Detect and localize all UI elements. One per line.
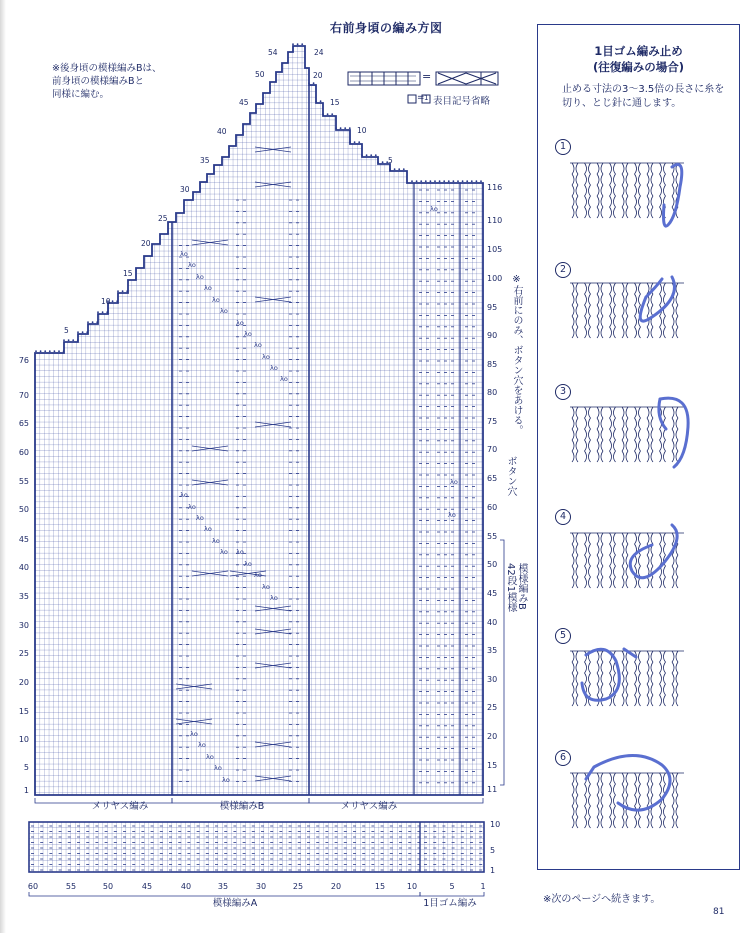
bind-off-dot <box>77 339 79 341</box>
row-number-right: 35 <box>487 646 498 655</box>
stitch-number: 1 <box>480 882 486 891</box>
stitch-number: 30 <box>255 882 267 891</box>
row-number-right: 110 <box>487 216 503 225</box>
bind-off-dot <box>476 180 478 182</box>
decrease-yo-mark: λo <box>236 548 244 556</box>
row-number-right: 65 <box>487 474 498 483</box>
bind-off-dot <box>68 339 70 341</box>
label-stockinette-left: メリヤス編み <box>91 801 149 812</box>
decrease-yo-mark: λo <box>270 364 278 372</box>
decrease-yo-mark: λo <box>280 375 288 383</box>
decrease-yo-mark: λo <box>430 205 438 213</box>
stitch-number: 20 <box>330 882 342 891</box>
bind-off-dot <box>354 141 356 143</box>
bind-off-dot <box>292 43 294 45</box>
stitch-number: 5 <box>449 882 455 891</box>
decrease-yo-mark: λo <box>222 776 230 784</box>
stitch-number: 35 <box>217 882 229 891</box>
page-title: 右前身頃の編み方図 <box>330 21 443 35</box>
decrease-yo-mark: λo <box>214 764 222 772</box>
rib-row-number: 10 <box>490 820 501 829</box>
neck-number: 15 <box>123 269 133 278</box>
neck-number: 5 <box>64 326 69 335</box>
stitch-number: 10 <box>406 882 418 891</box>
yarn-strand <box>640 277 674 321</box>
decrease-yo-mark: λo <box>236 319 244 327</box>
pattern-b-rows-label: 模様編みB 42段1模様 <box>505 563 527 613</box>
neck-number: 35 <box>200 156 210 165</box>
bind-off-dot <box>443 180 445 182</box>
row-number-right: 70 <box>487 445 498 454</box>
bind-off-dot <box>430 180 432 182</box>
neck-number: 15 <box>330 98 340 107</box>
decrease-yo-mark: λo <box>262 353 270 361</box>
row-number-right: 100 <box>487 274 503 283</box>
decrease-yo-mark: λo <box>180 250 188 258</box>
decrease-yo-mark: λo <box>188 503 196 511</box>
row-number-left: 60 <box>18 448 29 457</box>
neck-number: 24 <box>314 48 324 57</box>
bind-off-dot <box>398 168 400 170</box>
decrease-yo-mark: λo <box>448 511 456 519</box>
step-number-4: 4 <box>555 509 571 525</box>
step-6-illustration <box>570 755 684 828</box>
yarn-strand <box>582 649 636 700</box>
row-number-left: 35 <box>18 592 29 601</box>
bind-off-dot <box>382 161 384 163</box>
row-number-right: 25 <box>487 703 498 712</box>
bind-off-dot <box>117 290 119 292</box>
row-number-left: 45 <box>18 535 29 544</box>
row-number-left: 10 <box>18 735 29 744</box>
bind-off-dot <box>82 331 84 333</box>
bind-off-dot <box>77 331 79 333</box>
step-number-6: 6 <box>555 750 571 766</box>
bind-off-dot <box>63 350 65 352</box>
decrease-yo-mark: λo <box>270 594 278 602</box>
bind-off-dot <box>320 100 322 102</box>
row-number-right: 55 <box>487 532 498 541</box>
bind-off-dot <box>63 339 65 341</box>
row-number-right: 75 <box>487 417 498 426</box>
stitch-number: 40 <box>180 882 192 891</box>
footer-note: ※次のページへ続きます。 <box>543 894 661 905</box>
bind-off-dot <box>126 290 128 292</box>
bind-off-dot <box>411 180 413 182</box>
stitch-number: 55 <box>65 882 77 891</box>
bind-off-dot <box>102 311 104 313</box>
bind-off-dot <box>49 350 51 352</box>
row-number-right: 60 <box>487 503 498 512</box>
bind-off-dot <box>425 180 427 182</box>
bind-off-dot <box>457 180 459 182</box>
bind-off-dot <box>366 154 368 156</box>
bind-off-dot <box>466 180 468 182</box>
label-pattern-a: 模様編みA <box>212 898 258 909</box>
row-number-right: 20 <box>487 732 498 741</box>
panel-description: 止める寸法の3〜3.5倍の長さに糸を切り、とじ針に通します。 <box>562 84 725 109</box>
legend-omit-text: 表目記号省略 <box>433 96 491 107</box>
stitch-number: 25 <box>292 882 304 891</box>
step-number-5: 5 <box>555 628 571 644</box>
buttonhole-note: ※右前にのみ、ボタン穴をあける。 <box>511 274 522 435</box>
bind-off-dot <box>349 141 351 143</box>
row-number-left: 65 <box>18 419 29 428</box>
rib-row-number: 5 <box>490 846 496 855</box>
row-number-left: 20 <box>18 678 29 687</box>
bind-off-dot <box>416 180 418 182</box>
bind-off-dot <box>58 350 60 352</box>
step-5-illustration <box>570 649 684 706</box>
row-number-right: 80 <box>487 388 498 397</box>
row-number-right: 116 <box>487 183 503 192</box>
bind-off-dot <box>97 311 99 313</box>
decrease-yo-mark: λo <box>244 560 252 568</box>
neck-number: 10 <box>357 126 367 135</box>
bind-off-dot <box>349 127 351 129</box>
bind-off-dot <box>315 100 317 102</box>
bind-off-dot <box>297 43 299 45</box>
row-number-left: 30 <box>18 621 29 630</box>
bind-off-dot <box>344 127 346 129</box>
bind-off-dot <box>327 113 329 115</box>
row-number-left: 70 <box>18 391 29 400</box>
bind-off-dot <box>471 180 473 182</box>
bind-off-dot <box>439 180 441 182</box>
bind-off-dot <box>340 127 342 129</box>
bind-off-dot <box>480 180 482 182</box>
bind-off-dot <box>377 161 379 163</box>
bind-off-dot <box>301 43 303 45</box>
bind-off-dot <box>54 350 56 352</box>
bind-off-dot <box>375 154 377 156</box>
step-2-illustration <box>570 277 684 338</box>
row-number-right: 50 <box>487 560 498 569</box>
legend-equals-1: = <box>422 70 432 83</box>
legend-boxed-symbol: 1 <box>424 94 429 102</box>
row-number-right: 15 <box>487 761 498 770</box>
step-number-3: 3 <box>555 384 571 400</box>
neck-number: 10 <box>101 297 111 306</box>
row-number-right: 90 <box>487 331 498 340</box>
step-4-illustration <box>570 525 684 588</box>
neck-number: 45 <box>239 98 249 107</box>
row-number-right: 40 <box>487 618 498 627</box>
bind-off-dot <box>322 113 324 115</box>
bind-off-dot <box>92 321 94 323</box>
row-number-left: 50 <box>18 505 29 514</box>
decrease-yo-mark: λo <box>196 514 204 522</box>
bind-off-dot <box>403 168 405 170</box>
decrease-yo-mark: λo <box>212 296 220 304</box>
neck-number: 40 <box>217 127 227 136</box>
decrease-yo-mark: λo <box>220 307 228 315</box>
row-number-right: 11 <box>487 785 498 794</box>
row-number-right: 85 <box>487 360 498 369</box>
bind-off-dot <box>389 168 391 170</box>
bind-off-dot <box>112 300 114 302</box>
bind-off-dot <box>448 180 450 182</box>
row-number-left: 76 <box>18 356 29 365</box>
stitch-number: 50 <box>102 882 114 891</box>
neck-number: 25 <box>158 214 168 223</box>
bind-off-dot <box>122 290 124 292</box>
bind-off-dot <box>453 180 455 182</box>
bind-off-dot <box>35 350 37 352</box>
row-number-left: 15 <box>18 707 29 716</box>
decrease-yo-mark: λo <box>254 571 262 579</box>
neck-number: 20 <box>313 71 323 80</box>
bind-off-dot <box>106 311 108 313</box>
bind-off-dot <box>331 113 333 115</box>
bind-off-dot <box>335 127 337 129</box>
row-number-right: 105 <box>487 245 503 254</box>
step-1-illustration <box>570 163 684 226</box>
neck-number: 30 <box>180 185 190 194</box>
row-number-left: 40 <box>18 563 29 572</box>
back-body-note: ※後身頃の模様編みBは、 前身頃の模様編みBと 同様に編む。 <box>52 63 162 100</box>
decrease-yo-mark: λo <box>220 548 228 556</box>
decrease-yo-mark: λo <box>262 583 270 591</box>
bind-off-panel <box>537 24 740 870</box>
neck-number: 50 <box>255 70 265 79</box>
decrease-yo-mark: λo <box>196 273 204 281</box>
legend-equals-2: = <box>417 93 425 103</box>
decrease-yo-mark: λo <box>212 537 220 545</box>
decrease-yo-mark: λo <box>198 741 206 749</box>
decrease-yo-mark: λo <box>180 491 188 499</box>
bind-off-dot <box>370 154 372 156</box>
bind-off-dot <box>96 321 98 323</box>
bind-off-dot <box>87 321 89 323</box>
step-number-2: 2 <box>555 262 571 278</box>
page-number: 81 <box>713 907 725 917</box>
row-number-right: 95 <box>487 303 498 312</box>
decrease-yo-mark: λo <box>450 478 458 486</box>
buttonhole-label: ボタン穴 <box>505 456 516 496</box>
decrease-yo-mark: λo <box>204 525 212 533</box>
row-number-right: 30 <box>487 675 498 684</box>
decrease-yo-mark: λo <box>188 261 196 269</box>
bind-off-dot <box>462 180 464 182</box>
bind-off-dot <box>420 180 422 182</box>
bind-off-dot <box>313 82 315 84</box>
step-illustrations <box>538 25 738 865</box>
bind-off-dot <box>116 300 118 302</box>
label-stockinette-right: メリヤス編み <box>340 801 398 812</box>
bind-off-dot <box>361 154 363 156</box>
row-number-left: 55 <box>18 477 29 486</box>
bind-off-dot <box>44 350 46 352</box>
bind-off-dot <box>358 141 360 143</box>
step-3-illustration <box>570 398 688 467</box>
panel-title: 1目ゴム編み止め (往復編みの場合) <box>592 44 684 74</box>
bind-off-dot <box>86 331 88 333</box>
stitch-number: 45 <box>141 882 153 891</box>
stitch-number: 15 <box>374 882 386 891</box>
neck-number: 20 <box>141 239 151 248</box>
bind-off-dot <box>434 180 436 182</box>
label-rib: 1目ゴム編み <box>423 898 477 909</box>
decrease-yo-mark: λo <box>244 330 252 338</box>
bind-off-dot <box>40 350 42 352</box>
bind-off-dot <box>72 339 74 341</box>
decrease-yo-mark: λo <box>190 730 198 738</box>
bind-off-dot <box>394 168 396 170</box>
decrease-yo-mark: λo <box>206 753 214 761</box>
decrease-yo-mark: λo <box>204 284 212 292</box>
row-number-right: 45 <box>487 589 498 598</box>
row-number-left: 1 <box>23 786 29 795</box>
stitch-number: 60 <box>27 882 39 891</box>
rib-row-number: 1 <box>490 866 496 875</box>
row-number-left: 25 <box>18 649 29 658</box>
neck-number: 54 <box>268 48 278 57</box>
bind-off-dot <box>308 82 310 84</box>
label-pattern-b: 模様編みB <box>219 801 265 812</box>
row-number-left: 5 <box>23 763 29 772</box>
step-number-1: 1 <box>555 139 571 155</box>
neck-number: 5 <box>388 156 393 165</box>
decrease-yo-mark: λo <box>254 341 262 349</box>
